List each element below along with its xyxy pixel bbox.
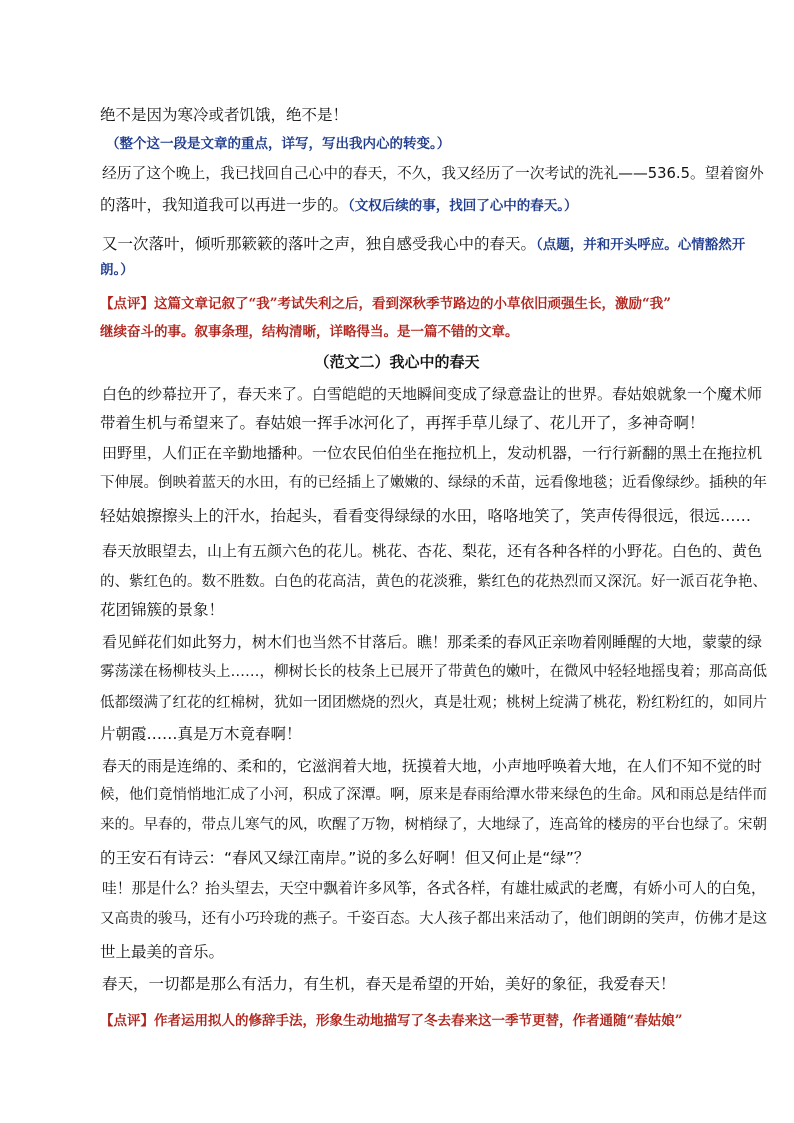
paragraph-line: 的王安石有诗云：“春风又绿江南岸。”说的多么好啊！但又何止是“绿”？ [100, 849, 590, 867]
paragraph-line: 花团锦簇的景象！ [100, 601, 225, 619]
paragraph-line: 低都缀满了红花的红棉树，犹如一团团燃烧的烈火，真是壮观；桃树上绽满了桃花，粉红粉红的，如同片 [100, 695, 767, 711]
paragraph-text: 又一次落叶，倾听那簌簌的落叶之声，独自感受我心中的春天。 [102, 235, 537, 253]
paragraph-line: 候，他们竟悄悄地汇成了小河，积成了深潭。啊，原来是春雨给潭水带来绿色的生命。风和雨总是结伴而 [100, 787, 767, 803]
paragraph-line: 来的。早春的，带点儿寒气的风，吹醒了万物，树梢绿了，大地绿了，连高耸的楼房的平台也绿了。宋朝 [100, 817, 767, 833]
paragraph-line: 轻姑娘擦擦头上的汗水，抬起头，看看变得绿绿的水田，咯咯地笑了，笑声传得很远，很远…… [100, 507, 752, 525]
paragraph-line: 绝不是因为寒冷或者饥饿，绝不是！ [100, 106, 349, 124]
section-heading: （范文二）我心中的春天 [314, 353, 480, 371]
paragraph-line: 春天，一切都是那么有活力，有生机，春天是希望的开始，美好的象征，我爱春天！ [102, 975, 676, 993]
paragraph-line: 春天放眼望去，山上有五颜六色的花儿。桃花、杏花、梨花，还有各种各样的小野花。白色的、黄色 [102, 542, 763, 560]
paragraph-line: 下伸展。倒映着蓝天的水田，有的已经插上了嫩嫩的、绿绿的禾苗，远看像地毯；近看像绿纱。插秧的年 [100, 475, 767, 491]
paragraph-line: 经历了这个晚上，我已找回自己心中的春天，不久，我又经历了一次考试的洗礼——536.5。望着窗外 [102, 165, 764, 182]
paragraph-line: 雾荡漾在杨柳枝头上……，柳树长长的枝条上已展开了带黄色的嫩叶，在微风中轻轻地摇曳着；那高高低 [100, 664, 767, 680]
annotation-comment: （文权后续的事，找回了心中的春天。） [348, 198, 578, 214]
paragraph-line: 春天的雨是连绵的、柔和的，它滋润着大地，抚摸着大地，小声地呼唤着大地，在人们不知不觉的时 [102, 757, 763, 775]
paragraph-line: 白色的纱幕拉开了，春天来了。白雪皑皑的天地瞬间变成了绿意盎让的世界。春姑娘就象一个魔术师 [102, 385, 763, 403]
paragraph-line: 看见鲜花们如此努力，树木们也当然不甘落后。瞧！那柔柔的春风正亲吻着刚睡醒的大地，蒙蒙的绿 [102, 633, 763, 651]
paragraph-line: 片朝霞……真是万木竟春啊！ [100, 725, 302, 743]
annotation-comment: 朗。） [100, 262, 134, 278]
review-comment: 【点评】这篇文章记叙了“我”考试失利之后，看到深秋季节路边的小草依旧顽强生长，激励“我” [100, 296, 672, 312]
annotation-comment: （整个这一段是文章的重点，详写，写出我内心的转变。） [106, 136, 451, 152]
paragraph-line: 哇！那是什么？抬头望去，天空中飘着许多风筝，各式各样，有雄壮威武的老鹰，有娇小可人的白兔， [102, 880, 766, 897]
paragraph-line: 世上最美的音乐。 [100, 943, 225, 961]
review-comment: 【点评】作者运用拟人的修辞手法，形象生动地描写了冬去春来这一季节更替，作者通随“春姑娘” [100, 1013, 683, 1029]
paragraph-line: 的、紫红色的。数不胜数。白色的花高洁，黄色的花淡雅，紫红色的花热烈而又深沉。好一派百花争艳、 [100, 574, 767, 590]
paragraph-line: 又高贵的骏马，还有小巧玲珑的燕子。千姿百态。大人孩子都出来活动了，他们朗朗的笑声，仿佛才是这 [100, 911, 767, 927]
paragraph-line: 田野里，人们正在辛勤地播种。一位农民伯伯坐在拖拉机上，发动机器，一行行新翻的黑土在拖拉机 [102, 444, 763, 462]
review-comment: 继续奋斗的事。叙事条理，结构清晰，详略得当。是一篇不错的文章。 [100, 324, 519, 340]
annotation-comment: （点题，并和开头呼应。心情豁然开 [536, 237, 746, 253]
paragraph-line: 带着生机与希望来了。春姑娘一挥手冰河化了，再挥手草儿绿了、花儿开了，多神奇啊！ [100, 414, 705, 432]
paragraph-line [100, 194, 578, 217]
paragraph-line [102, 233, 745, 256]
paragraph-text: 的落叶，我知道我可以再进一步的。 [100, 196, 349, 214]
